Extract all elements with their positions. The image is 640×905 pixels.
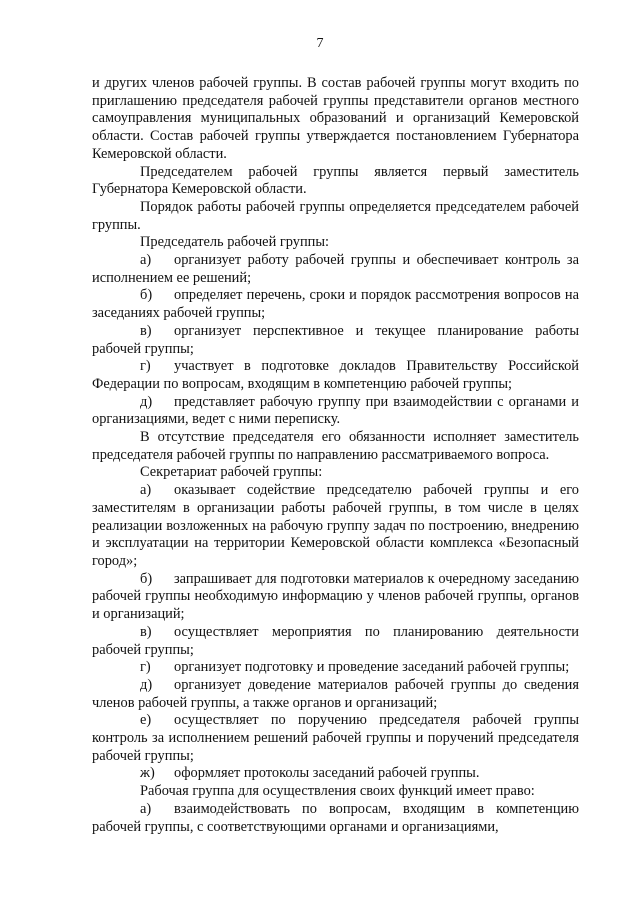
list-marker: г): [140, 659, 151, 676]
paragraph-text: Порядок работы рабочей группы определяется председателем рабочей группы.: [92, 198, 579, 233]
paragraph-text: запрашивает для подготовки материалов к очередному заседанию рабочей группы необходимую информацию у членов рабочей группы, органов и организаций;: [92, 570, 579, 623]
list-marker: д): [140, 676, 153, 693]
paragraph-20: [92, 801, 579, 836]
page-number: 7: [316, 36, 324, 51]
paragraph-text: осуществляет по поручению председателя рабочей группы контроль за исполнением решений рабочей группы и поручений председателя рабочей группы;: [92, 712, 579, 764]
paragraph-18: [92, 765, 579, 783]
list-marker: д): [140, 393, 153, 410]
list-marker: е): [140, 712, 152, 729]
paragraph-text: Председатель рабочей группы:: [140, 234, 330, 251]
paragraph-text: Рабочая группа для осуществления своих функций имеет право:: [140, 783, 535, 800]
paragraph-7: [92, 323, 579, 358]
paragraph-text: В отсутствие председателя его обязанности исполняет заместитель председателя рабочей группы по направлению рассматриваемого вопроса.: [92, 429, 579, 463]
list-marker: а): [140, 482, 152, 499]
paragraph-text: Секретариат рабочей группы:: [140, 464, 323, 481]
paragraph-text: организует подготовку и проведение заседаний рабочей группы;: [174, 659, 570, 676]
paragraph-text: организует работу рабочей группы и обеспечивает контроль за исполнением ее решений;: [92, 252, 579, 286]
paragraph-19: [92, 783, 579, 801]
paragraph-11: [92, 464, 579, 482]
list-marker: а): [140, 252, 152, 269]
list-marker: б): [140, 570, 153, 587]
list-marker: г): [140, 358, 151, 375]
paragraph-text: участвует в подготовке докладов Правительству Российской Федерации по вопросам, входящим в компетенцию рабочей группы;: [92, 358, 579, 392]
paragraph-text: организует перспективное и текущее планирование работы рабочей группы;: [92, 322, 579, 357]
list-marker: в): [140, 623, 152, 640]
paragraph-14: [92, 624, 579, 659]
paragraph-13: [92, 571, 579, 624]
list-marker: а): [140, 800, 152, 817]
paragraph-3: [92, 199, 579, 234]
paragraph-text: представляет рабочую группу при взаимодействии с органами и организациями, ведет с ними переписку.: [92, 393, 579, 428]
paragraph-5: [92, 252, 579, 287]
paragraph-text: оформляет протоколы заседаний рабочей группы.: [174, 765, 480, 782]
paragraph-4: [92, 234, 579, 252]
paragraph-text: и других членов рабочей группы. В состав рабочей группы могут входить по приглашению председателя рабочей группы представители органов местного самоуправления муниципальных образований и организаций Кемеровской области. Состав рабочей группы утверждается постановлением Губернатора Кемеровской области.: [92, 75, 579, 162]
paragraph-text: оказывает содействие председателю рабочей группы и его заместителям в организации работы рабочей группы, в том числе в целях реализации возложенных на рабочую группу задач по построению, внедрению и эксплуатации на территории Кемеровской области комплекса «Безопасный город»;: [92, 482, 579, 569]
paragraph-text: взаимодействовать по вопросам, входящим в компетенцию рабочей группы, с соответствующими органами и организациями,: [92, 800, 579, 835]
paragraph-text: Председателем рабочей группы является первый заместитель Губернатора Кемеровской области.: [92, 163, 579, 198]
paragraph-17: [92, 712, 579, 765]
paragraph-8: [92, 358, 579, 393]
paragraph-6: [92, 287, 579, 322]
paragraph-text: осуществляет мероприятия по планированию деятельности рабочей группы;: [92, 623, 579, 658]
paragraph-16: [92, 677, 579, 712]
document-body: [92, 75, 579, 836]
list-marker: б): [140, 287, 153, 304]
paragraph-1: [92, 75, 579, 164]
paragraph-text: организует доведение материалов рабочей группы до сведения членов рабочей группы, а также органов и организаций;: [92, 676, 579, 711]
paragraph-2: [92, 164, 579, 199]
list-marker: в): [140, 322, 152, 339]
paragraph-9: [92, 394, 579, 429]
paragraph-12: [92, 482, 579, 571]
list-marker: ж): [140, 765, 155, 782]
paragraph-10: [92, 429, 579, 464]
paragraph-15: [92, 659, 579, 677]
paragraph-text: определяет перечень, сроки и порядок рассмотрения вопросов на заседаниях рабочей группы;: [92, 287, 579, 322]
